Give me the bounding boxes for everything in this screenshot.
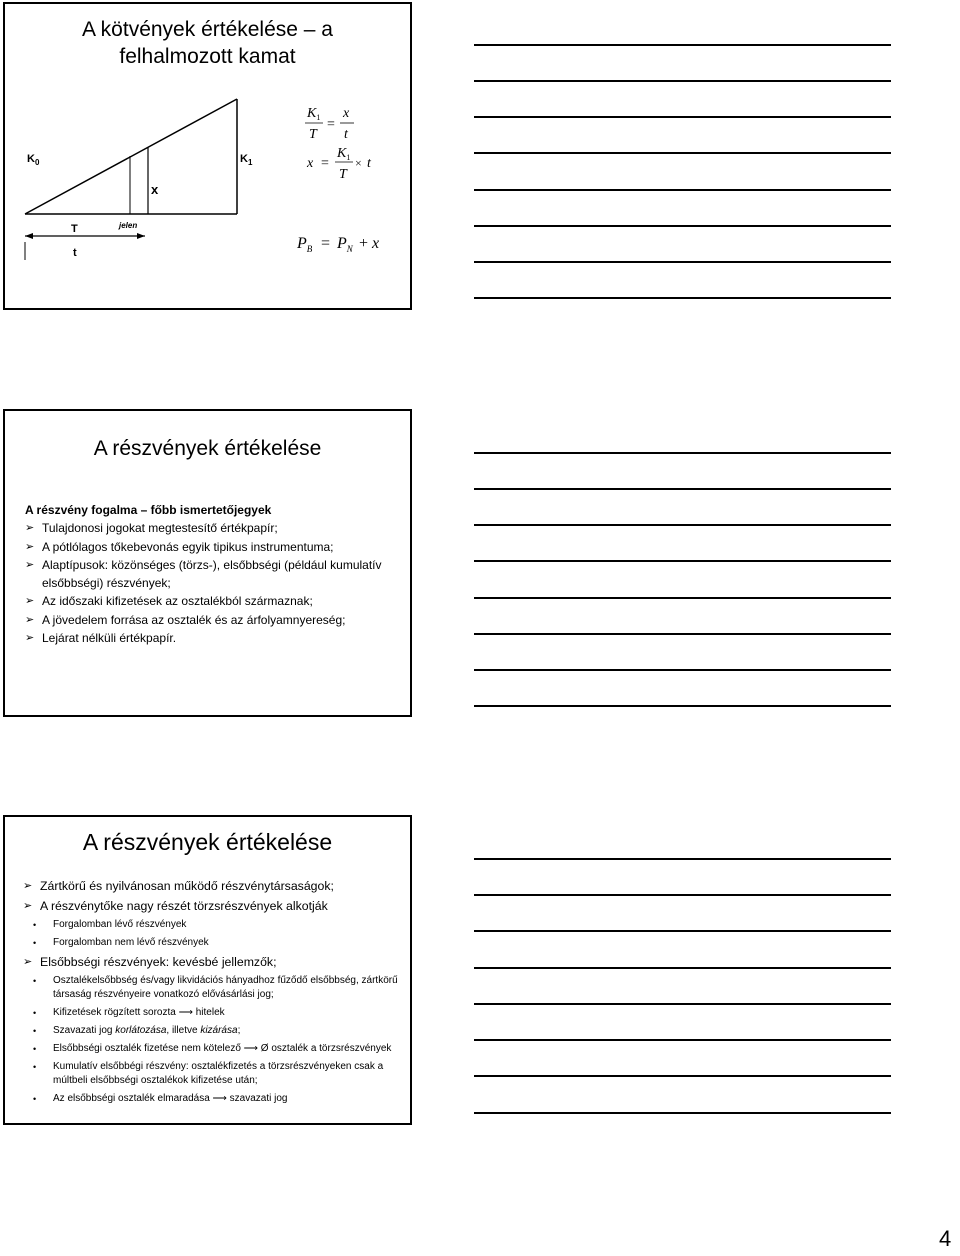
list-item: ➢ Elsőbbségi részvények: kevésbé jellemzők;	[23, 954, 407, 971]
svg-text:x: x	[343, 106, 350, 121]
svg-text:=: =	[327, 117, 335, 132]
arrow-icon: ⟶	[212, 1093, 227, 1104]
svg-text:PN: $P_N$	[337, 235, 353, 254]
svg-text:=: =	[321, 235, 331, 252]
sub-list-item: • Forgalomban nem lévő részvények	[23, 936, 407, 950]
note-line	[474, 1112, 891, 1114]
svg-text:x: x	[372, 235, 380, 252]
svg-text:T: T	[309, 127, 317, 142]
list-item: ➢ A jövedelem forrása az osztalék és az árfolyamnyereség;	[25, 611, 405, 629]
list-item: ➢ Az időszaki kifizetések az osztalékból származnak;	[25, 592, 405, 610]
note-line	[474, 116, 891, 118]
arrow-icon: ⟶	[243, 1043, 259, 1054]
note-line	[474, 894, 891, 896]
accrued-interest-diagram	[5, 4, 410, 308]
value-line	[25, 99, 237, 214]
title-line-1: A kötvények értékelése – a	[82, 18, 333, 41]
list-item: ➢ Alaptípusok: közönséges (törzs-), elsőbbségi (például kumulatív elsőbbségi) részvények;	[25, 556, 405, 593]
list-item: ➢ Lejárat nélküli értékpapír.	[25, 629, 405, 647]
note-line	[474, 1075, 891, 1077]
list-item: ➢ A pótlólagos tőkebevonás egyik tipikus instrumentuma;	[25, 538, 405, 556]
note-line	[474, 452, 891, 454]
svg-text:t: t	[367, 156, 371, 171]
svg-text:K1: $K_1$	[337, 146, 351, 162]
sub-list-item: • Az elsőbbségi osztalék elmaradása ⟶ szavazati jog	[23, 1092, 407, 1106]
list-item: ➢ Tulajdonosi jogokat megtestesítő értékpapír;	[25, 519, 405, 537]
slide-stock-valuation-1	[3, 409, 412, 717]
svg-text:K1: $K_1$	[307, 106, 321, 122]
bullet-list	[23, 875, 407, 1110]
t-lower-label: t	[73, 247, 77, 259]
x-label: x	[151, 182, 159, 197]
svg-text:+: +	[359, 235, 369, 252]
note-line	[474, 597, 891, 599]
note-line	[474, 669, 891, 671]
arrowhead-right-icon	[137, 233, 145, 239]
formula-gross-price	[296, 235, 379, 254]
note-line	[474, 488, 891, 490]
svg-text:×: ×	[355, 156, 362, 170]
slide-stock-valuation-2	[3, 815, 412, 1125]
slide-title: A részvények értékelése	[93, 437, 322, 460]
sub-list-item: • Osztalékelsőbbség és/vagy likvidációs hányadhoz fűződő elsőbbség, zártkörű társaság részvényeire vonatkozó elővásárlási jog;	[23, 974, 407, 1002]
note-line	[474, 705, 891, 707]
sub-list-item: • Kumulatív elsőbbégi részvény: osztalékfizetés a törzsrészvényeken csak a múltbeli elsőbbségi osztalékok kifizetése után;	[23, 1060, 407, 1088]
note-line	[474, 225, 891, 227]
arrow-icon: ⟶	[178, 1007, 193, 1018]
arrowhead-left-icon	[25, 233, 33, 239]
sub-list-item: • Elsőbbségi osztalék fizetése nem kötelező ⟶ Ø osztalék a törzsrészvények	[23, 1042, 407, 1056]
note-line	[474, 1039, 891, 1041]
present-label: jelen	[119, 221, 138, 230]
note-line	[474, 80, 891, 82]
k1-label: $K_1$	[240, 153, 253, 167]
svg-text:=: =	[321, 156, 329, 171]
slide-title: A részvények értékelése	[82, 829, 333, 855]
list-item: ➢ A részvénytőke nagy részét törzsrészvények alkotják	[23, 898, 407, 915]
sub-list-item: • Szavazati jog korlátozása, illetve kizárása;	[23, 1024, 407, 1038]
list-item: ➢ Zártkörű és nyilvánosan működő részvénytársaságok;	[23, 878, 407, 895]
page-number: 4	[939, 1226, 952, 1251]
svg-text:PB: $P_B$	[297, 235, 313, 254]
note-line	[474, 633, 891, 635]
note-line	[474, 152, 891, 154]
note-line	[474, 297, 891, 299]
list-heading: A részvény fogalma – főbb ismertetőjegyek	[25, 503, 272, 517]
note-line	[474, 44, 891, 46]
t-upper-label: T	[71, 223, 78, 235]
formula-ratio	[305, 106, 354, 142]
slide-bond-valuation	[3, 2, 412, 310]
note-line	[474, 261, 891, 263]
svg-text:t: t	[344, 127, 348, 142]
note-line	[474, 858, 891, 860]
bullet-list	[25, 501, 405, 647]
note-line	[474, 524, 891, 526]
sub-list-item: • Kifizetések rögzített sorozta ⟶ hitelek	[23, 1006, 407, 1020]
note-line	[474, 189, 891, 191]
svg-text:x: x	[307, 156, 314, 171]
note-line	[474, 1003, 891, 1005]
formula-accrued-interest	[306, 146, 372, 182]
svg-text:T: T	[339, 167, 347, 182]
k0-label: $K_0$	[27, 153, 40, 167]
note-line	[474, 967, 891, 969]
title-line-2: felhalmozott kamat	[119, 45, 296, 68]
note-line	[474, 560, 891, 562]
note-line	[474, 930, 891, 932]
sub-list-item: • Forgalomban lévő részvények	[23, 918, 407, 932]
